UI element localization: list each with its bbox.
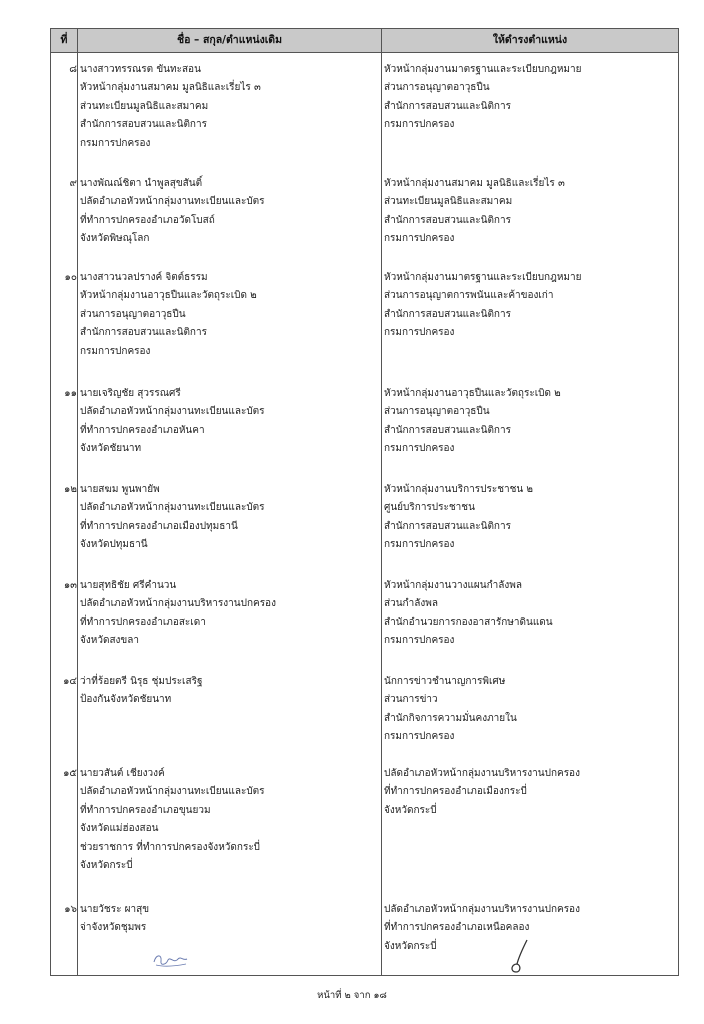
former-position-line: กรมการปกครอง: [80, 137, 151, 149]
former-position-line: กรมการปกครอง: [80, 345, 151, 357]
new-position-line: ส่วนการข่าว: [384, 694, 438, 706]
row-number: ๑๕: [63, 768, 77, 779]
former-position-line: นายวสันต์ เชียงวงค์: [80, 768, 165, 779]
new-position-line: กรมการปกครอง: [384, 539, 455, 551]
former-position-line: จังหวัดชัยนาท: [80, 443, 142, 455]
new-position-line: จังหวัดกระบี่: [384, 940, 437, 952]
page-footer: หน้าที่ ๒ จาก ๑๘: [317, 990, 387, 1001]
new-position-line: ส่วนกำลังพล: [384, 598, 438, 610]
former-position-line: นางพัณณ์ชิตา นำพูลสุขสันติ์: [80, 178, 203, 189]
former-position: [80, 481, 265, 555]
new-position-line: ปลัดอำเภอหัวหน้ากลุ่มงานบริหารงานปกครอง: [384, 904, 580, 915]
new-position: [384, 577, 553, 651]
signature-mark-right: [505, 938, 531, 976]
former-position: [80, 269, 257, 361]
new-position: [384, 175, 565, 249]
row-number: ๑๖: [64, 904, 77, 915]
new-position-line: ส่วนการอนุญาตอาวุธปืน: [384, 406, 490, 418]
former-position-line: จังหวัดปทุมธานี: [80, 539, 148, 551]
former-position-line: นางสาวนวลปรางค์ จิตต์ธรรม: [80, 272, 208, 283]
new-position-line: นักการข่าวชำนาญการพิเศษ: [384, 676, 506, 687]
new-position-line: ส่วนการอนุญาตอาวุธปืน: [384, 82, 490, 94]
former-position-line: สำนักการสอบสวนและนิติการ: [80, 119, 207, 131]
former-position-line: ที่ทำการปกครองอำเภอหันคา: [80, 424, 205, 436]
new-position-line: กรมการปกครอง: [384, 233, 455, 245]
new-position: [384, 481, 533, 555]
new-position: [384, 269, 582, 343]
row-number: ๑๑: [64, 388, 77, 399]
new-position-line: หัวหน้ากลุ่มงานอาวุธปืนและวัตถุระเบิด ๒: [384, 388, 561, 399]
former-position-line: ปลัดอำเภอหัวหน้ากลุ่มงานทะเบียนและบัตร: [80, 196, 265, 208]
former-position-line: ว่าที่ร้อยตรี นิรุธ ชุ่มประเสริฐ: [80, 676, 203, 687]
former-position-line: นางสาวทรรณรต ขันทะสอน: [80, 64, 201, 75]
new-position-line: ปลัดอำเภอหัวหน้ากลุ่มงานบริหารงานปกครอง: [384, 768, 580, 779]
former-position-line: จังหวัดแม่ฮ่องสอน: [80, 823, 159, 835]
former-position: [80, 175, 265, 249]
former-position-line: ปลัดอำเภอหัวหน้ากลุ่มงานทะเบียนและบัตร: [80, 406, 265, 418]
new-position-line: สำนักการสอบสวนและนิติการ: [384, 100, 511, 112]
former-position-line: ที่ทำการปกครองอำเภอวัดโบสถ์: [80, 214, 215, 226]
former-position-line: จังหวัดพิษณุโลก: [80, 233, 150, 245]
new-position-line: สำนักการสอบสวนและนิติการ: [384, 520, 511, 532]
new-position-line: กรมการปกครอง: [384, 443, 455, 455]
new-position: [384, 901, 580, 956]
new-position-line: หัวหน้ากลุ่มงานบริการประชาชน ๒: [384, 484, 534, 495]
new-position: [384, 765, 580, 820]
former-position-line: ป้องกันจังหวัดชัยนาท: [80, 694, 172, 706]
new-position-line: ที่ทำการปกครองอำเภอเมืองกระบี่: [384, 786, 527, 798]
new-position-line: สำนักการสอบสวนและนิติการ: [384, 308, 511, 320]
former-position-line: ที่ทำการปกครองอำเภอขุนยวม: [80, 804, 211, 816]
former-position-line: หัวหน้ากลุ่มงานสมาคม มูลนิธิและเรี่ยไร ๓: [80, 82, 261, 94]
appointment-table: [50, 28, 679, 976]
row-number: ๑๒: [64, 484, 77, 495]
new-position-line: สำนักกิจการความมั่นคงภายใน: [384, 712, 517, 724]
new-position-line: กรมการปกครอง: [384, 635, 455, 647]
header-no: ที่: [60, 34, 68, 46]
column-divider: [381, 29, 382, 975]
new-position-line: กรมการปกครอง: [384, 731, 455, 743]
former-position-line: ปลัดอำเภอหัวหน้ากลุ่มงานทะเบียนและบัตร: [80, 502, 265, 514]
new-position-line: หัวหน้ากลุ่มงานมาตรฐานและระเบียบกฎหมาย: [384, 272, 582, 283]
new-position: [384, 385, 561, 459]
row-number: ๑๓: [63, 580, 77, 591]
new-position-line: สำนักอำนวยการกองอาสารักษาดินแดน: [384, 616, 553, 628]
former-position-line: ปลัดอำเภอหัวหน้ากลุ่มงานทะเบียนและบัตร: [80, 786, 265, 798]
new-position-line: สำนักการสอบสวนและนิติการ: [384, 214, 511, 226]
former-position-line: จังหวัดกระบี่: [80, 859, 133, 871]
new-position-line: หัวหน้ากลุ่มงานมาตรฐานและระเบียบกฎหมาย: [384, 64, 582, 75]
new-position-line: ศูนย์บริการประชาชน: [384, 502, 475, 514]
former-position: [80, 385, 265, 459]
new-position-line: ที่ทำการปกครองอำเภอเหนือคลอง: [384, 922, 530, 934]
new-position-line: ส่วนการอนุญาตการพนันและค้าของเก่า: [384, 290, 554, 302]
former-position: [80, 577, 276, 651]
new-position: [384, 673, 517, 747]
former-position-line: ปลัดอำเภอหัวหน้ากลุ่มงานบริหารงานปกครอง: [80, 598, 276, 610]
new-position-line: กรมการปกครอง: [384, 327, 455, 339]
row-number: ๙: [69, 178, 77, 189]
former-position: [80, 673, 202, 710]
former-position-line: นายสฆม พูนพายัพ: [80, 484, 160, 495]
row-number: ๑๔: [63, 676, 77, 687]
former-position-line: นายสุทธิชัย ศรีคำนวน: [80, 580, 177, 591]
former-position-line: นายเจริญชัย สุวรรณศรี: [80, 388, 181, 399]
row-number: ๑๐: [64, 272, 77, 283]
new-position: [384, 61, 582, 135]
former-position-line: ส่วนการอนุญาตอาวุธปืน: [80, 308, 186, 320]
new-position-line: ส่วนทะเบียนมูลนิธิและสมาคม: [384, 196, 513, 208]
former-position-line: นายวัชระ ผาสุข: [80, 904, 150, 915]
former-position-line: ช่วยราชการ ที่ทำการปกครองจังหวัดกระบี่: [80, 841, 261, 853]
former-position: [80, 901, 149, 938]
header-name: ชื่อ – สกุล/ตำแหน่งเดิม: [176, 34, 283, 46]
former-position-line: จังหวัดสงขลา: [80, 635, 140, 647]
former-position-line: ส่วนทะเบียนมูลนิธิและสมาคม: [80, 100, 209, 112]
former-position: [80, 765, 265, 875]
new-position-line: หัวหน้ากลุ่มงานวางแผนกำลังพล: [384, 580, 523, 591]
former-position: [80, 61, 261, 153]
new-position-line: สำนักการสอบสวนและนิติการ: [384, 424, 511, 436]
table-header: [51, 29, 678, 53]
former-position-line: ที่ทำการปกครองอำเภอเมืองปทุมธานี: [80, 520, 238, 532]
new-position-line: หัวหน้ากลุ่มงานสมาคม มูลนิธิและเรี่ยไร ๓: [384, 178, 565, 189]
former-position-line: หัวหน้ากลุ่มงานอาวุธปืนและวัตถุระเบิด ๒: [80, 290, 257, 302]
former-position-line: สำนักการสอบสวนและนิติการ: [80, 327, 207, 339]
row-number: ๘: [69, 64, 77, 75]
former-position-line: ที่ทำการปกครองอำเภอสะเดา: [80, 616, 206, 628]
new-position-line: จังหวัดกระบี่: [384, 804, 437, 816]
column-divider: [77, 29, 78, 975]
new-position-line: กรมการปกครอง: [384, 119, 455, 131]
former-position-line: จ่าจังหวัดชุมพร: [80, 922, 147, 934]
header-new-position: ให้ดำรงตำแหน่ง: [492, 34, 568, 46]
signature-mark-left: [150, 948, 190, 970]
